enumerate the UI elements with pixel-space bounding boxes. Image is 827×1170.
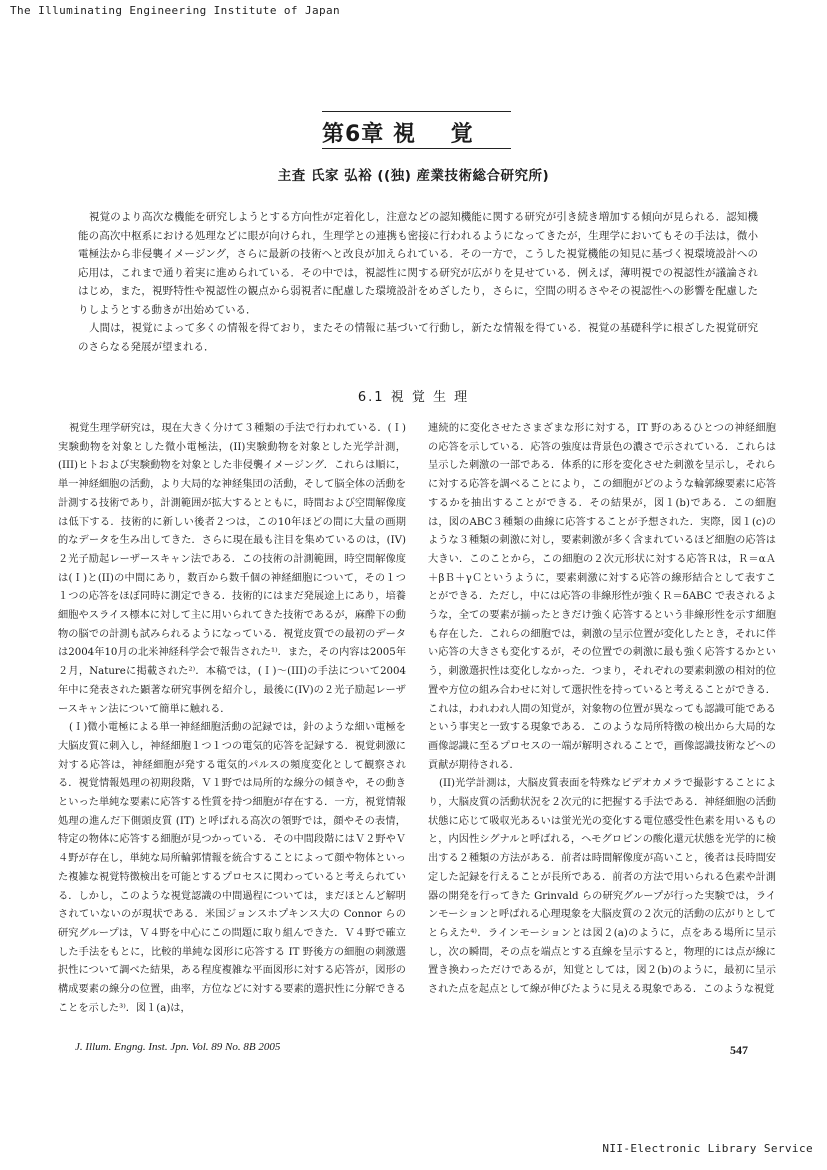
abstract-paragraph: 視覚のより高次な機能を研究しようとする方向性が定着化し，注意などの認知機能に関する研究が引き続き増加する傾向が見られる．認知機能の高次中枢系における処理などに眼が向けられ，生理学との連携も密接に行われるようになってきたが，生理学においてもその手法は，微小電極法から非侵襲イメージング，さらに最新の技術へと改良が加えられている．その一方で，こうした視覚機能の知見に基づく視環境設計への応用は，これまで通り着実に進められている．その中では，視認性に関する研究が広がりを見せている．例えば，薄明視での視認性が議論されはじめ，また，視野特性や視認性の観点から弱視者に配慮した環境設計をめざしたり，さらに，空間の明るさやその視認性への影響を配慮したりしようとする動きが出始めている． — [78, 211, 758, 316]
source-label: NII-Electronic Library Service — [602, 1142, 813, 1155]
right-column — [428, 420, 776, 1000]
left-column — [58, 420, 406, 1019]
body-paragraph: 視覚生理学研究は，現在大きく分けて３種類の手法で行われている．(Ｉ)実験動物を対象とした微小電極法，(II)実験動物を対象とした光学計測，(III)ヒトおよび実験動物を対象とした非侵襲イメージング．これらは順に，単一神経細胞の活動，より大局的な神経集団の活動，そして脳全体の活動を計測する技術であり，計測範囲が拡大するとともに，時間および空間解像度は低下する．技術的に新しい後者２つは，この10年ほどの間に大量の画期的なデータを生み出してきた．さらに現在最も注目を集めているのは，(IV) ２光子励起レーザースキャン法である．この技術の計測範囲，時空間解像度は(Ｉ)と(II)の中間にあり，数百から数千個の神経細胞について，その１つ１つの応答をほぼ同時に測定できる．技術的にはまだ発展途上にあり，培養細胞やスライス標本に対して主に用いられてきた技術であるが，麻酔下の動物の脳での計測も試みられるようになっている．視覚皮質での最初のデータは2004年10月の北米神経科学会で報告された¹⁾．また，その内容は2005年２月，Natureに掲載された²⁾．本稿では，(Ｉ)～(III)の手法について2004年中に発表された顕著な研究事例を紹介し，最後に(IV)の２光子励起レーザースキャン法について簡単に触れる． — [58, 423, 406, 715]
section-title: 6.1 視 覚 生 理 — [357, 390, 470, 405]
chapter-title: 第6章 視 覚 — [322, 122, 474, 147]
chapter-author: 主査 氏家 弘裕 ((独) 産業技術総合研究所) — [277, 168, 550, 184]
body-paragraph: (Ｉ)微小電極による単一神経細胞活動の記録では，針のような細い電極を大脳皮質に刺入し，神経細胞１つ１つの電気的応答を記録する．視覚刺激に対する応答は，神経細胞が発する電気的パルスの頻度変化として観察される．視覚情報処理の初期段階，Ｖ１野では局所的な線分の傾きや，その動きといった単純な要素に応答する性質を持つ細胞が存在する．一方，視覚情報処理の進んだ下側頭皮質 (IT) と呼ばれる高次の領野では，顔やその表情，特定の物体に応答する細胞が見つかっている．その中間段階にはＶ２野やＶ４野が存在し，単純な局所輪郭情報を統合することによって顔や物体といった複雑な視覚特徴検出を可能とするプロセスに関わっていると考えられている．しかし，このような視覚認識の中間過程については，まだほとんど解明されていないのが現状である．米国ジョンスホプキンス大の Connor らの研究グループは，Ｖ４野を中心にこの問題に取り組んできた．Ｖ４野で確立した手法をもとに，比較的単純な図形に応答する IT 野後方の細胞の刺激選択性について調べた結果，ある程度複雑な平面図形に対する応答が，図形の構成要素の線分の位置，曲率，方位などに対する要素的選択性に分解できることを示した³⁾．図１(a)は， — [58, 722, 406, 1014]
abstract-paragraph: 人間は，視覚によって多くの情報を得ており，またその情報に基づいて行動し，新たな情報を得ている．視覚の基礎科学に根ざした視覚研究のさらなる発展が望まれる． — [78, 322, 758, 353]
title-rule-bottom — [322, 148, 511, 149]
abstract — [78, 208, 758, 356]
journal-header: The Illuminating Engineering Institute of Japan — [10, 4, 341, 17]
journal-citation: J. Illum. Engng. Inst. Jpn. Vol. 89 No. 8B 2005 — [75, 1041, 281, 1053]
body-paragraph: 連続的に変化させたさまざまな形に対する，IT 野のあるひとつの神経細胞の応答を示している．応答の強度は背景色の濃さで示されている．これらは呈示した刺激の一部である．体系的に形を変化させた刺激を呈示し，それらに対する応答を調べることにより，この細胞がどのような輪郭線要素に応答するかを抽出することができる．その結果が，図１(b)である．この細胞は，図のABC３種類の曲線に応答することが予想された．実際，図１(c)のような３種類の刺激に対し，要素刺激が多く含まれているほど細胞の応答は大きい．このことから，この細胞の２次元形状に対する応答Ｒは，Ｒ＝αＡ＋βＢ＋γＣというように，要素刺激に対する応答の線形結合として表すことができる．ただし，中には応答の非線形性が強くＲ＝δABC で表されるような，全ての要素が揃ったときだけ強く応答するという非線形性を示す細胞も存在した．これらの細胞では，刺激の呈示位置が変化したとき，それに伴い応答の大きさも変化するが，その位置での刺激に最も強く応答するかという，刺激選択性は変化しなかった．つまり，それぞれの要素刺激の相対的位置や方位の組み合わせに対して選択性を持っていると考えることができる．これは，われわれ人間の知覚が，対象物の位置が異なっても認識可能であるという事実と一致する現象である．このような局所特徴の検出から大局的な画像認識に至るプロセスの一端が解明されることで，画像認識技術などへの貢献が期待される． — [428, 423, 777, 771]
page-number: 547 — [730, 1043, 748, 1057]
title-rule-top — [322, 111, 511, 112]
body-paragraph: (II)光学計測は，大脳皮質表面を特殊なビデオカメラで撮影することにより，大脳皮質の活動状況を２次元的に把握する手法である．神経細胞の活動状態に応じて吸収光あるいは蛍光光の変化する電位感受性色素を用いるものと，内因性シグナルと呼ばれる，ヘモグロビンの酸化還元状態を光学的に検出する２種類の方法がある．前者は時間解像度が高いこと，後者は長時間安定した記録を行えることが長所である．前者の方法で用いられる色素や計測器の開発を行ってきた Grinvald らの研究グループが行った実験では，ラインモーションと呼ばれる心理現象を大脳皮質の２次元的活動の広がりとしてとらえた⁴⁾．ラインモーションとは図２(a)のように，点をある場所に呈示し，次の瞬間，その点を端点とする直線を呈示すると，物理的には点が線に置き換わっただけであるが，知覚としては，図２(b)のように，最初に呈示された点を起点として線が伸びたように見える現象である．このような視覚 — [428, 778, 776, 996]
